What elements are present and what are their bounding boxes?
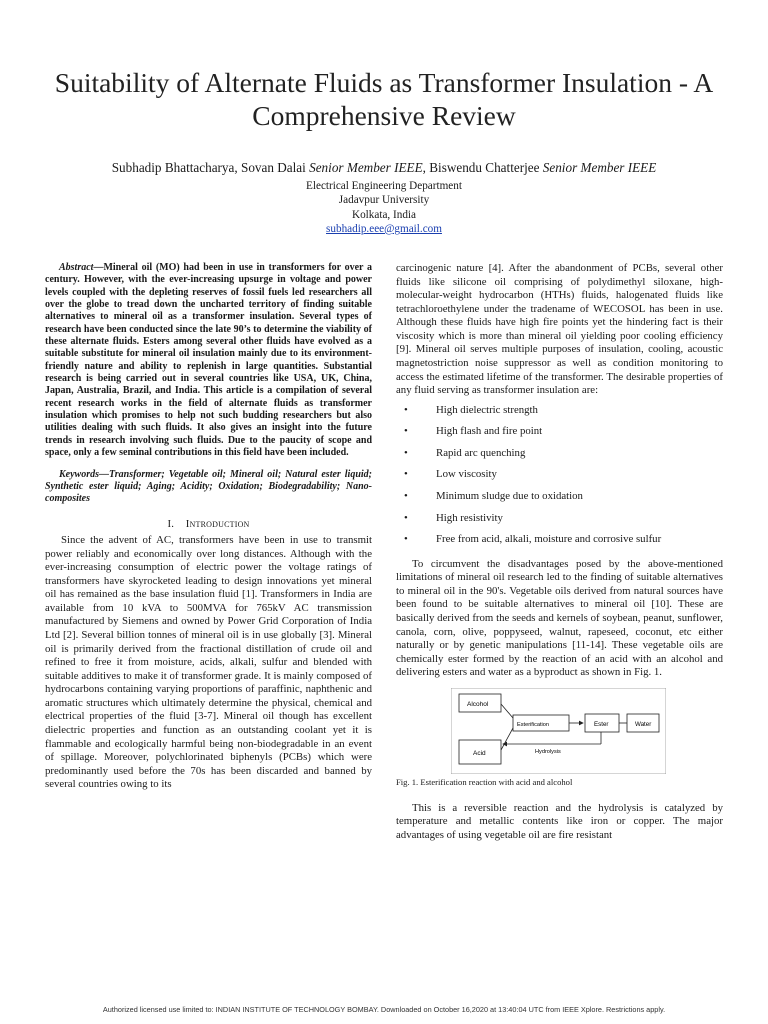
section-number: I.: [167, 517, 175, 530]
figure-caption: Fig. 1. Esterification reaction with acid and alcohol: [396, 776, 573, 787]
esterification-label: Esterification: [517, 721, 550, 728]
section-heading: [45, 518, 372, 532]
bullet-icon: •: [404, 511, 408, 524]
abstract: [45, 262, 372, 460]
bullet-icon: •: [404, 468, 408, 481]
paper-title: Suitability of Alternate Fluids as Transformer Insulation - A Comprehensive Review: [54, 67, 714, 131]
list-item: • Free from acid, alkali, moisture and corrosive sulfur: [404, 533, 662, 546]
abstract-label: Abstract: [59, 262, 94, 273]
author-list: [40, 160, 728, 176]
list-item: • High flash and fire point: [404, 425, 543, 438]
paragraph-continued: carcinogenic nature [4]. After the abandonment of PCBs, several other fluids like silicone oil comprising of polydimethyl siloxane, high-molecular-weight hydrocarbon (HTHs) fluids, halogenated fluids like tetrachloroethylene under the tradename of WECOSOL has been in use. Although these fluids have high fire points yet the hindering fact is their viscosity which is more than mineral oil yielding poor cooling efficiency [9]. Mineral oil serves multiple purposes of insulation, cooling, acoustic magnetostriction noise suppressor as well as condition monitoring to access the estimated lifetime of the transformer. The desirable properties of any fluid serving as transformer insulation are:: [396, 262, 723, 397]
author-1: Subhadip Bhattacharya,: [111, 160, 241, 175]
alcohol-arrow: [501, 704, 513, 718]
alcohol-label: Alcohol: [467, 700, 489, 708]
author-3-role: Senior Member IEEE: [542, 160, 657, 175]
email-link[interactable]: subhadip.eee@gmail.com: [326, 222, 442, 235]
alternatives-paragraph: To circumvent the disadvantages posed by the above-mentioned limitations of mineral oil research led to the finding of suitable alternatives to mineral oil in the 90's. Vegetable oils derived from natural sources have been found to be suitable alternatives to mineral oil [10]. These are basically derived from the seeds and kernels of soybean, peanut, sunflower, canola, corn, olive, poppyseed, walnut, rapeseed, coconut, etc either naturally or by genetic manipulations [11-14]. These vegetable oils are chemically ester formed by the reaction of an acid with an alcohol and delivering esters and water as a byproduct as shown in Fig. 1.: [396, 557, 723, 679]
bullet-icon: •: [404, 533, 408, 546]
license-footer: Authorized licensed use limited to: INDIAN INSTITUTE OF TECHNOLOGY BOMBAY. Downloaded on October 16,2020 at 13:40:04 UTC from IEEE Xplore. Restrictions apply.: [102, 1005, 666, 1014]
affiliation: [40, 179, 728, 236]
intro-paragraph: Since the advent of AC, transformers have been in use to transmit power reliably and economically over long distances. Although with the ever-increasing consumption of electric power the voltage ratings of transformers have skyrocketed leading to design innovations yet mineral oil has remained as the base insulation fluid [1]. Transformers in India are available from 10 kVA to 500MVA for 765kV AC transmission manufactured by Siemens and owned by Power Grid Corporation of India Ltd [2]. Several billion tonnes of mineral oil is in use globally [3]. Mineral oil is primarily derived from the fractional distillation of crude oil and refined to free it from moisture, acids, alkali, sulfur and blended with suitable additives to make it of transformer grade. It is mainly composed of hydrocarbons containing varying proportions of paraffinic, naphthenic and aromatic structures which ultimately determine the physical, chemical and electrical properties of the fluid [3-7]. Mineral oil though has excellent dielectric properties and function as an outstanding coolant yet it is flammable and ecologically harmful being non-biodegradable in an event of spillage. Moreover, polychlorinated biphenyls (PCBs) which were predominantly used before the 70s has been discarded and banned by several countries owing to its: [45, 534, 372, 791]
keywords: Keywords—Transformer; Vegetable oil; Mineral oil; Natural ester liquid; Synthetic ester liquid; Aging; Acidity; Oxidation; Biodegradability; Nano-composites: [45, 468, 372, 505]
university: Jadavpur University: [338, 194, 430, 207]
hydrolysis-label: Hydrolysis: [535, 748, 561, 755]
list-item: • Minimum sludge due to oxidation: [404, 490, 583, 502]
acid-label: Acid: [473, 749, 486, 757]
bullet-icon: •: [404, 403, 408, 416]
section-title: Introduction: [185, 517, 250, 530]
author-2: Sovan Dalai: [240, 160, 310, 175]
bullet-icon: •: [404, 446, 408, 459]
figure-esterification: [451, 688, 666, 774]
ester-label: Ester: [594, 720, 609, 728]
right-column: [396, 262, 723, 843]
list-item: • High resistivity: [404, 511, 503, 524]
department: Electrical Engineering Department: [306, 180, 462, 192]
bullet-icon: •: [404, 425, 408, 438]
abstract-body: —Mineral oil (MO) had been in use in transformers for over a century. However, with the ever-increasing upsurge in voltage and power levels coupled with the depleting reserves of fossil fuels led researchers all over the globe to tread down the uncharted territory of finding suitable alternatives to mineral oil as a transformer insulation. Several types of research have been conducted since the late 90’s to determine the viability of these alternate fluids. Esters among several other fluids have evolved as a suitable substitute for mineral oil insulation mainly due to its environment-friendly nature and ability to replenish in large quantities. Substantial research is being carried out in several countries like USA, UK, China, Japan, Australia, Brazil, and India. This article is a compilation of several recent research works in the field of alternate fluids as transformer insulation which promises to help not such budding researchers but also utilities dealing with such fluids. It also gives an insight into the future trends in research involving such fluids. Due to the paucity of scope and space, only a few seminal contributions in this field have been included.: [45, 262, 372, 459]
water-label: Water: [635, 720, 652, 728]
reversible-paragraph: This is a reversible reaction and the hydrolysis is catalyzed by temperature and metallic contents like iron or copper. The major advantages of using vegetable oil are fire resistant: [396, 801, 723, 841]
esterification-diagram: [451, 688, 666, 774]
author-2-role: Senior Member IEEE: [309, 160, 423, 175]
list-item: • Rapid arc quenching: [404, 446, 526, 459]
bullet-icon: •: [404, 490, 408, 502]
city: Kolkata, India: [352, 208, 416, 221]
author-3: , Biswendu Chatterjee: [422, 160, 543, 175]
list-item: • High dielectric strength: [404, 403, 538, 416]
left-column: [45, 262, 372, 792]
properties-list: [396, 404, 723, 555]
acid-arrow: [501, 728, 513, 750]
list-item: • Low viscosity: [404, 468, 497, 481]
